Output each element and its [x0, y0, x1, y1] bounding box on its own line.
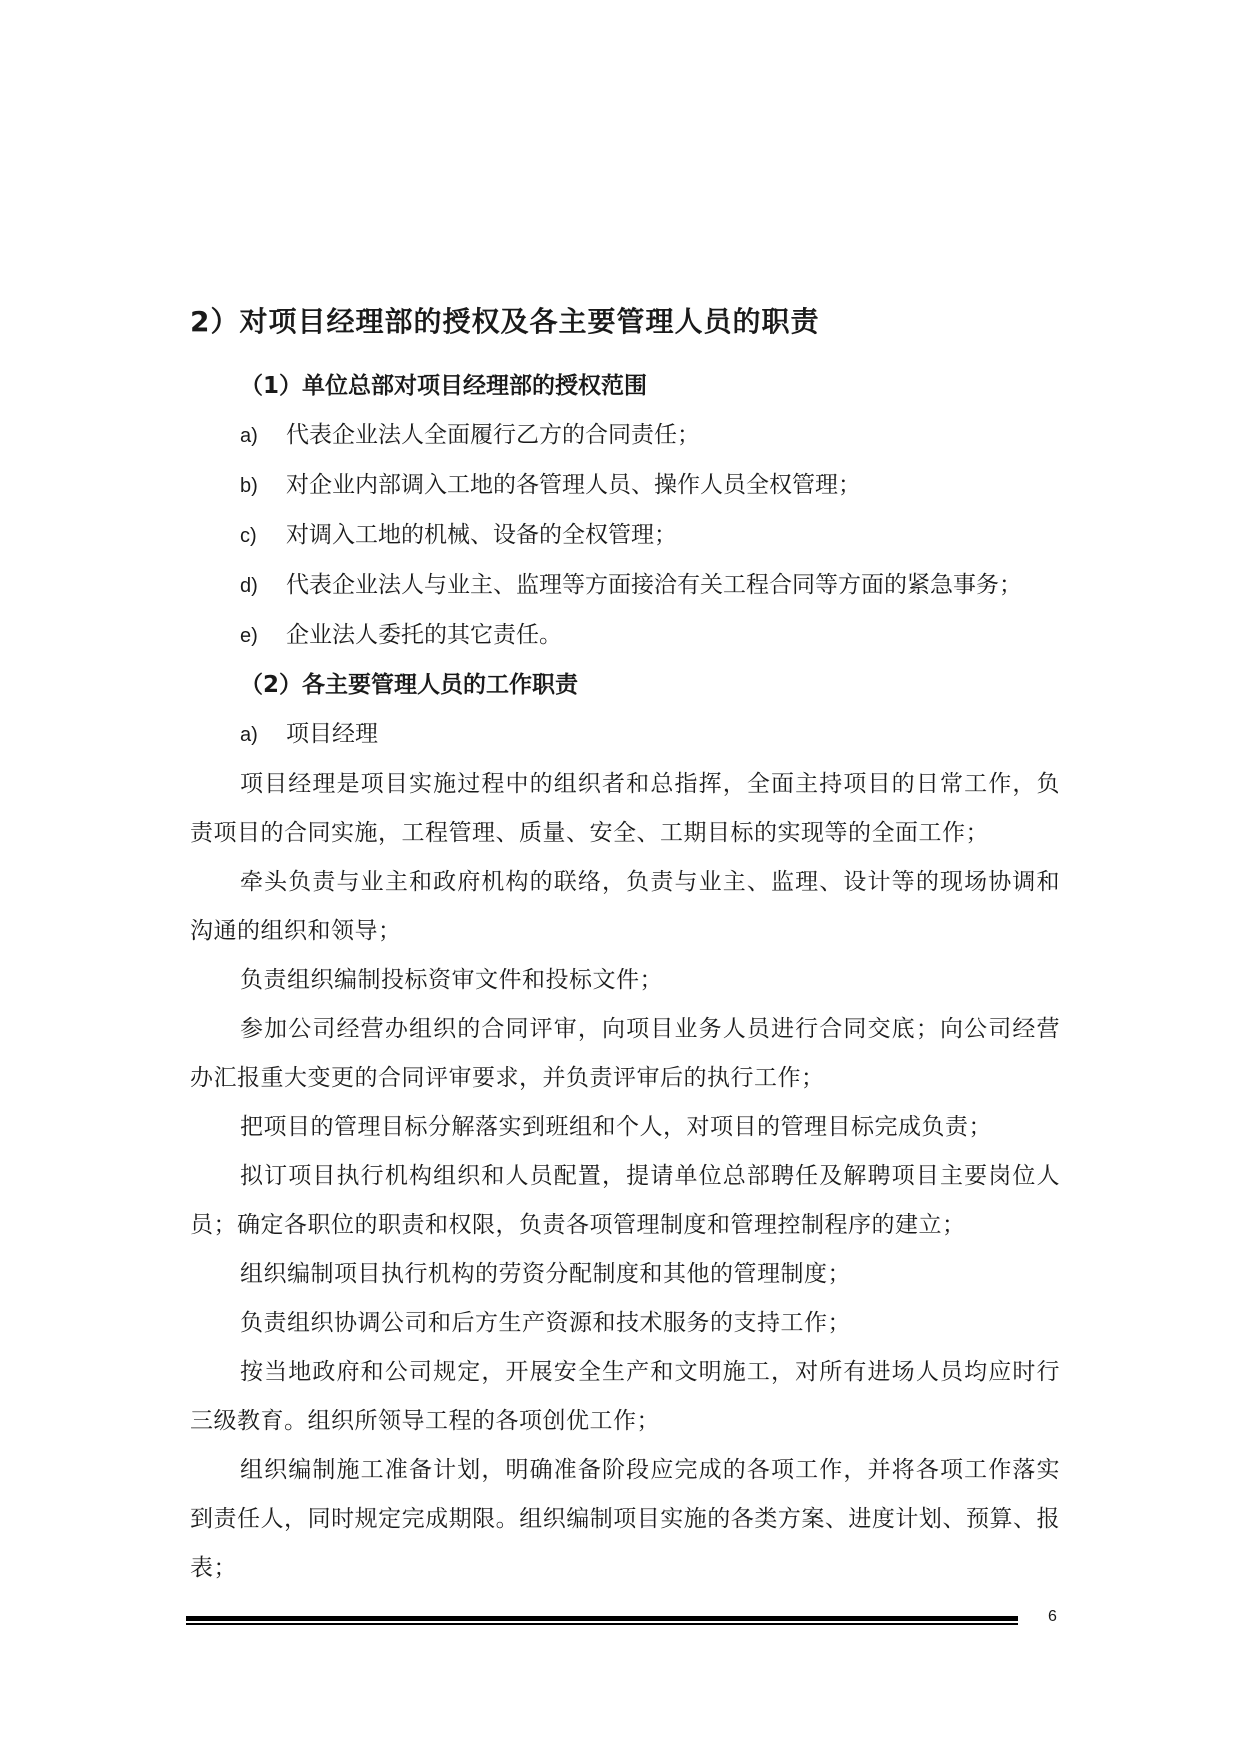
list-item-text: 对调入工地的机械、设备的全权管理； — [286, 522, 677, 548]
list-item — [190, 411, 1060, 461]
paragraph: 组织编制项目执行机构的劳资分配制度和其他的管理制度； — [240, 1261, 851, 1287]
paragraph: 拟订项目执行机构组织和人员配置，提请单位总部聘任及解聘项目主要岗位人员；确定各职位的职责和权限，负责各项管理制度和管理控制程序的建立； — [190, 1163, 1060, 1238]
list-item — [190, 461, 1060, 511]
paragraph: 把项目的管理目标分解落实到班组和个人，对项目的管理目标完成负责； — [240, 1114, 992, 1140]
list-item-text: 对企业内部调入工地的各管理人员、操作人员全权管理； — [286, 472, 861, 498]
list-item-text: 项目经理 — [286, 721, 378, 747]
paragraph: 按当地政府和公司规定，开展安全生产和文明施工，对所有进场人员均应时行三级教育。组织所领导工程的各项创优工作； — [190, 1359, 1060, 1434]
page-number: 6 — [1048, 1608, 1057, 1625]
list-item — [190, 561, 1060, 611]
list-marker: c) — [240, 525, 257, 547]
footer-rule — [186, 1616, 1018, 1625]
list-marker: b) — [240, 475, 258, 497]
list-marker: a) — [240, 724, 258, 746]
list-item-text: 企业法人委托的其它责任。 — [286, 622, 562, 648]
paragraph: 牵头负责与业主和政府机构的联络，负责与业主、监理、设计等的现场协调和沟通的组织和领导； — [190, 869, 1060, 944]
page-content — [190, 300, 1060, 1593]
list-item-project-manager — [190, 710, 1060, 760]
subsection-title-duties: （2）各主要管理人员的工作职责 — [240, 672, 579, 698]
section-title: 2）对项目经理部的授权及各主要管理人员的职责 — [190, 305, 820, 338]
paragraph: 负责组织编制投标资审文件和投标文件； — [240, 967, 663, 993]
paragraph: 参加公司经营办组织的合同评审，向项目业务人员进行合同交底；向公司经营办汇报重大变更的合同评审要求，并负责评审后的执行工作； — [190, 1016, 1060, 1091]
paragraph: 项目经理是项目实施过程中的组织者和总指挥，全面主持项目的日常工作，负责项目的合同实施，工程管理、质量、安全、工期目标的实现等的全面工作； — [190, 771, 1060, 846]
list-marker: a) — [240, 425, 258, 447]
list-item — [190, 611, 1060, 661]
paragraph: 组织编制施工准备计划，明确准备阶段应完成的各项工作，并将各项工作落实到责任人，同时规定完成期限。组织编制项目实施的各类方案、进度计划、预算、报表； — [190, 1457, 1060, 1581]
list-item-text: 代表企业法人全面履行乙方的合同责任； — [286, 422, 700, 448]
list-item-text: 代表企业法人与业主、监理等方面接洽有关工程合同等方面的紧急事务； — [286, 572, 1022, 598]
paragraph: 负责组织协调公司和后方生产资源和技术服务的支持工作； — [240, 1310, 851, 1336]
subsection-title-authorization: （1）单位总部对项目经理部的授权范围 — [240, 373, 648, 399]
list-marker: d) — [240, 575, 258, 597]
list-item — [190, 511, 1060, 561]
list-marker: e) — [240, 625, 258, 647]
